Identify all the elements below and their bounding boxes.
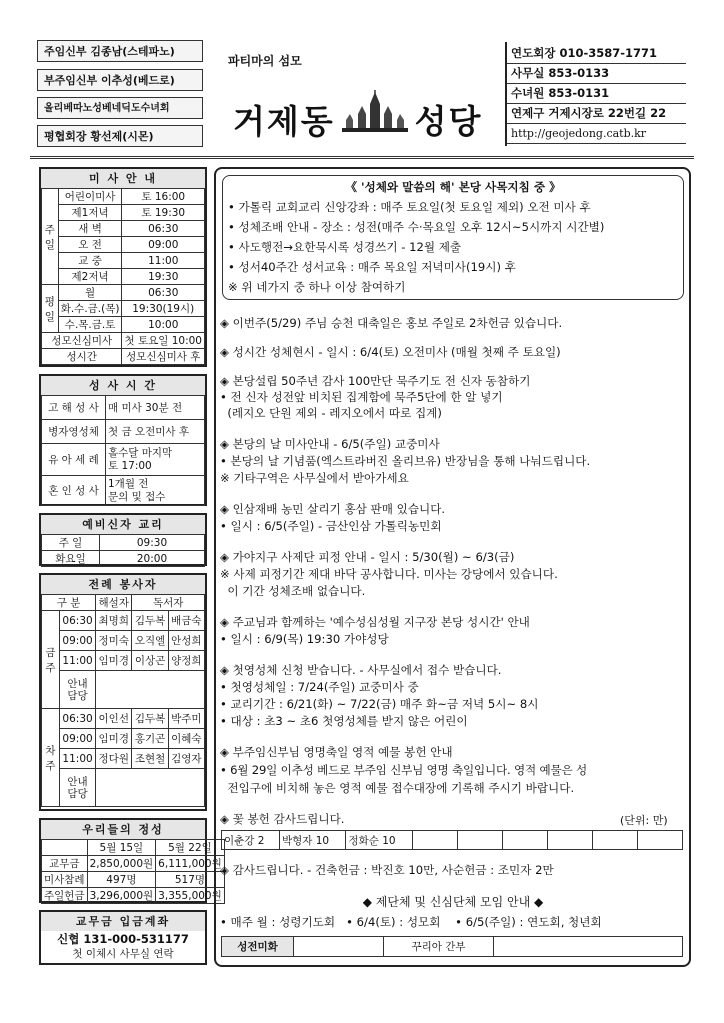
account-note: 첫 이체시 사무실 연락 bbox=[72, 948, 174, 960]
notice-heading: ◈ 부주임신부님 영명축일 영적 예물 봉헌 안내 bbox=[220, 745, 453, 759]
server-time: 09:00 bbox=[60, 729, 96, 749]
header-divider bbox=[30, 156, 694, 159]
sacraments-table bbox=[41, 395, 205, 506]
flowers-table bbox=[221, 830, 683, 850]
sacrament-name: 병자영성체 bbox=[42, 420, 106, 444]
server-time: 09:00 bbox=[60, 631, 96, 651]
flowers-heading: ◈ 꽃 봉헌 감사드립니다. bbox=[220, 812, 345, 826]
class-day: 화요일 bbox=[42, 551, 100, 567]
header-sisters: 올리베따노성베네딕도수녀회 bbox=[37, 97, 203, 119]
notice-line: 이 기간 성체조배 없습니다. bbox=[220, 584, 366, 598]
mass-time: 11:00 bbox=[122, 253, 205, 269]
mass-time: 토 19:30 bbox=[122, 205, 205, 221]
server-name: 양정희 bbox=[168, 651, 204, 671]
class-time: 20:00 bbox=[100, 551, 205, 567]
server-name: 정다원 bbox=[96, 749, 132, 769]
mass-name: 수.목.금.토 bbox=[58, 317, 122, 333]
server-name: 박주미 bbox=[168, 709, 204, 729]
sacrament-time: 첫 금 오전미사 후 bbox=[106, 420, 205, 444]
mass-time: 09:00 bbox=[122, 237, 205, 253]
flower-donor bbox=[413, 831, 458, 850]
server-name: 이인선 bbox=[96, 709, 132, 729]
offering-label: 미사참례 bbox=[42, 872, 88, 888]
notice-line: ※ 기타구역은 사무실에서 받아가세요 bbox=[220, 471, 409, 485]
contact-address: 연제구 거제시장로 22번길 22 bbox=[506, 104, 686, 124]
mass-time: 첫 토요일 10:00 bbox=[122, 333, 205, 349]
col-header: 5월 15일 bbox=[87, 840, 156, 856]
class-day: 주 일 bbox=[42, 535, 100, 551]
server-name: 임미경 bbox=[96, 729, 132, 749]
server-name: 안성희 bbox=[168, 631, 204, 651]
flower-donor bbox=[638, 831, 683, 850]
sacrament-time: 매 미사 30분 전 bbox=[106, 396, 205, 420]
mass-name: 새 벽 bbox=[58, 221, 122, 237]
col-header bbox=[42, 840, 88, 856]
offering-table bbox=[41, 839, 225, 904]
sacrament-time: 1개월 전 문의 및 접수 bbox=[106, 476, 205, 506]
server-time: 06:30 bbox=[60, 611, 96, 631]
class-time: 09:30 bbox=[100, 535, 205, 551]
server-name: 김두복 bbox=[132, 709, 168, 729]
pastoral-guidelines-title: 《 '성체와 말씀의 해' 본당 사목지침 중 》 bbox=[345, 180, 561, 194]
server-name: 조현철 bbox=[132, 749, 168, 769]
week-label: 금 주 bbox=[42, 611, 60, 709]
guideline-line: • 사도행전→요한묵시록 성경쓰기 - 12월 제출 bbox=[228, 240, 462, 254]
notice-line: 전입구에 비치해 놓은 영적 예물 접수대장에 기록해 주시기 바랍니다. bbox=[220, 781, 575, 795]
header-priest: 주임신부 김종남(스테파노) bbox=[37, 40, 203, 62]
col-header: 5월 22일 bbox=[156, 840, 225, 856]
mass-schedule-title: 미 사 안 내 bbox=[41, 169, 205, 188]
server-name: 김두복 bbox=[132, 611, 168, 631]
website-link[interactable]: http://geojedong.catb.kr bbox=[506, 124, 686, 144]
notice-line: • 대상 : 초3 ~ 초6 첫영성체를 받지 않은 어린이 bbox=[220, 714, 468, 728]
mass-schedule-table bbox=[41, 188, 205, 365]
group-meetings-title: ◆ 제단체 및 신심단체 모임 안내 ◆ bbox=[362, 895, 544, 909]
church-name-part2: 성당 bbox=[414, 102, 483, 141]
col-header: 구 분 bbox=[42, 595, 96, 611]
server-name: 정미숙 bbox=[96, 631, 132, 651]
server-name: 이상곤 bbox=[132, 651, 168, 671]
mass-name: 월 bbox=[58, 285, 122, 301]
guideline-line: • 가톨릭 교회교리 신앙강좌 : 매주 토요일(첫 토요일 제외) 오전 미사 후 bbox=[228, 200, 591, 214]
mass-time: 성모신심미사 후 bbox=[122, 349, 205, 365]
notice-line: • 6월 29일 이추성 베드로 부주임 신부님 영명 축일입니다. 영적 예물은 성 bbox=[220, 763, 587, 777]
offering-value: 3,296,000원 bbox=[87, 888, 156, 904]
meeting-value bbox=[294, 937, 384, 957]
server-time: 06:30 bbox=[60, 709, 96, 729]
offering-label: 주일헌금 bbox=[42, 888, 88, 904]
mass-name: 성시간 bbox=[42, 349, 122, 365]
mass-time: 10:00 bbox=[122, 317, 205, 333]
flower-donor: 정화순 10 bbox=[346, 831, 413, 850]
notice-line: • 전 신자 성전앞 비치된 집계함에 묵주5단에 한 알 넣기 bbox=[220, 390, 503, 404]
notice-heading: ◈ 이번주(5/29) 주님 승천 대축일은 홍보 주일로 2차헌금 있습니다. bbox=[220, 316, 563, 330]
notice-heading: ◈ 첫영성체 신청 받습니다. - 사무실에서 접수 받습니다. bbox=[220, 663, 502, 677]
sacraments-title: 성 사 시 간 bbox=[41, 376, 205, 395]
server-name: 최명희 bbox=[96, 611, 132, 631]
notice-line: • 본당의 날 기념품(엑스트라버진 올리브유) 반장님을 통해 나눠드립니다. bbox=[220, 454, 591, 468]
notice-heading: ◈ 성시간 성체현시 - 일시 : 6/4(토) 오전미사 (매월 첫째 주 토요일) bbox=[220, 345, 561, 359]
mass-name: 제1저녁 bbox=[58, 205, 122, 221]
col-header: 해설자 bbox=[96, 595, 132, 611]
server-name: 임미경 bbox=[96, 651, 132, 671]
mass-name: 제2저녁 bbox=[58, 269, 122, 285]
flower-donor: 이춘강 2 bbox=[222, 831, 280, 850]
server-time: 11:00 bbox=[60, 651, 96, 671]
mass-schedule-box bbox=[39, 167, 207, 367]
liturgy-servers-title: 전례 봉사자 bbox=[41, 575, 205, 594]
notice-line: • 일시 : 6/9(목) 19:30 가야성당 bbox=[220, 632, 389, 646]
flower-donor bbox=[548, 831, 593, 850]
notice-heading: ◈ 인삼재배 농민 살리기 홍삼 판매 있습니다. bbox=[220, 502, 446, 516]
notice-line: • 일시 : 6/5(주일) - 금산인삼 가톨릭농민회 bbox=[220, 519, 442, 533]
offering-box bbox=[39, 818, 222, 903]
flower-donor: 박형자 10 bbox=[279, 831, 346, 850]
flower-donor bbox=[503, 831, 548, 850]
church-building-icon bbox=[340, 90, 410, 134]
notice-line: • 첫영성체일 : 7/24(주일) 교중미사 중 bbox=[220, 680, 419, 694]
server-name: 이혜숙 bbox=[168, 729, 204, 749]
account-number: 신협 131-000-531177 bbox=[57, 932, 189, 946]
offering-label: 교무금 bbox=[42, 856, 88, 872]
group-meetings-table bbox=[221, 936, 683, 957]
church-name-part1: 거제동 bbox=[233, 102, 335, 141]
guideline-line: • 성서40주간 성서교육 : 매주 목요일 저녁미사(19시) 후 bbox=[228, 260, 516, 274]
guide-names bbox=[96, 671, 205, 709]
sacrament-name: 유 아 세 례 bbox=[42, 444, 106, 476]
flower-donor bbox=[458, 831, 503, 850]
notice-line: • 교리기간 : 6/21(화) ~ 7/22(금) 매주 화~금 저녁 5시~ 8시 bbox=[220, 697, 539, 711]
offering-value: 2,850,000원 bbox=[87, 856, 156, 872]
notice-line: (레지오 단원 제외 - 레지오에서 따로 집계) bbox=[220, 406, 442, 420]
mass-name: 오 전 bbox=[58, 237, 122, 253]
sacrament-name: 고 해 성 사 bbox=[42, 396, 106, 420]
guideline-line: • 성체조배 안내 - 장소 : 성전(매주 수·목요일 오후 12시~5시까지 시간별) bbox=[228, 220, 605, 234]
catechumen-title: 예비신자 교리 bbox=[41, 515, 205, 534]
sacraments-box bbox=[39, 374, 207, 506]
contact-office: 사무실 853-0133 bbox=[506, 64, 686, 84]
thanks-line: ◈ 감사드립니다. - 건축헌금 : 박진호 10만, 사순헌금 : 조민자 2만 bbox=[220, 863, 554, 877]
account-box bbox=[39, 910, 207, 965]
mass-time: 토 16:00 bbox=[122, 189, 205, 205]
contact-yeondo: 연도회장 010-3587-1771 bbox=[506, 44, 686, 64]
catechumen-box bbox=[39, 513, 207, 566]
guideline-line: ※ 위 네가지 중 하나 이상 참여하기 bbox=[228, 280, 406, 294]
bulletin-subtitle: 파티마의 섬모 bbox=[228, 54, 302, 68]
server-name: 배금숙 bbox=[168, 611, 204, 631]
weekday-label: 평 일 bbox=[42, 285, 59, 333]
notice-line: ※ 사제 피정기간 제대 바닥 공사합니다. 미사는 강당에서 있습니다. bbox=[220, 567, 558, 581]
mass-name: 교 중 bbox=[58, 253, 122, 269]
flowers-unit: (단위: 만) bbox=[620, 814, 668, 827]
meeting-label: 성전미화 bbox=[222, 937, 294, 957]
flower-donor bbox=[593, 831, 638, 850]
account-title: 교무금 입금계좌 bbox=[41, 912, 205, 931]
server-name: 홍기곤 bbox=[132, 729, 168, 749]
notice-heading: ◈ 본당설립 50주년 감사 100만단 묵주기도 전 신자 동참하기 bbox=[220, 374, 531, 388]
guide-label: 안내 담당 bbox=[60, 769, 96, 807]
group-meetings-line: • 매주 월 : 성령기도회 • 6/4(토) : 성모회 • 6/5(주일) : 연도회, 청년회 bbox=[220, 915, 602, 929]
header-council-president: 평협회장 황선제(시몬) bbox=[37, 125, 203, 147]
meeting-value bbox=[494, 937, 683, 957]
server-name: 김영자 bbox=[168, 749, 204, 769]
mass-name: 화.수.금.(목) bbox=[58, 301, 122, 317]
notice-heading: ◈ 본당의 날 미사안내 - 6/5(주일) 교중미사 bbox=[220, 437, 440, 451]
guide-label: 안내 담당 bbox=[60, 671, 96, 709]
offering-value: 517명 bbox=[156, 872, 225, 888]
catechumen-table bbox=[41, 534, 205, 567]
offering-value: 497명 bbox=[87, 872, 156, 888]
mass-time: 06:30 bbox=[122, 221, 205, 237]
offering-value: 6,111,000원 bbox=[156, 856, 225, 872]
offering-value: 3,355,000원 bbox=[156, 888, 225, 904]
notice-heading: ◈ 주교님과 함께하는 '예수성심성월 지구장 본당 성시간' 안내 bbox=[220, 615, 530, 629]
mass-name: 어린이미사 bbox=[58, 189, 122, 205]
sunday-label: 주 일 bbox=[42, 189, 59, 285]
mass-time: 06:30 bbox=[122, 285, 205, 301]
notice-heading: ◈ 가야지구 사제단 피정 안내 - 일시 : 5/30(월) ~ 6/3(금) bbox=[220, 550, 515, 564]
server-time: 11:00 bbox=[60, 749, 96, 769]
mass-time: 19:30 bbox=[122, 269, 205, 285]
mass-time: 19:30(19시) bbox=[122, 301, 205, 317]
contact-convent: 수녀원 853-0131 bbox=[506, 84, 686, 104]
header-assistant-priest: 부주임신부 이추성(베드로) bbox=[37, 69, 203, 91]
sacrament-name: 혼 인 성 사 bbox=[42, 476, 106, 506]
liturgy-servers-box bbox=[39, 573, 207, 811]
week-label: 차 주 bbox=[42, 709, 60, 807]
meeting-label: 꾸리아 간부 bbox=[384, 937, 494, 957]
guide-names bbox=[96, 769, 205, 807]
offering-title: 우리들의 정성 bbox=[41, 820, 205, 839]
liturgy-servers-table bbox=[41, 594, 205, 807]
server-name: 오직엘 bbox=[132, 631, 168, 651]
col-header: 독서자 bbox=[132, 595, 205, 611]
sacrament-time: 홀수달 마지막 토 17:00 bbox=[106, 444, 205, 476]
mass-name: 성모신심미사 bbox=[42, 333, 122, 349]
